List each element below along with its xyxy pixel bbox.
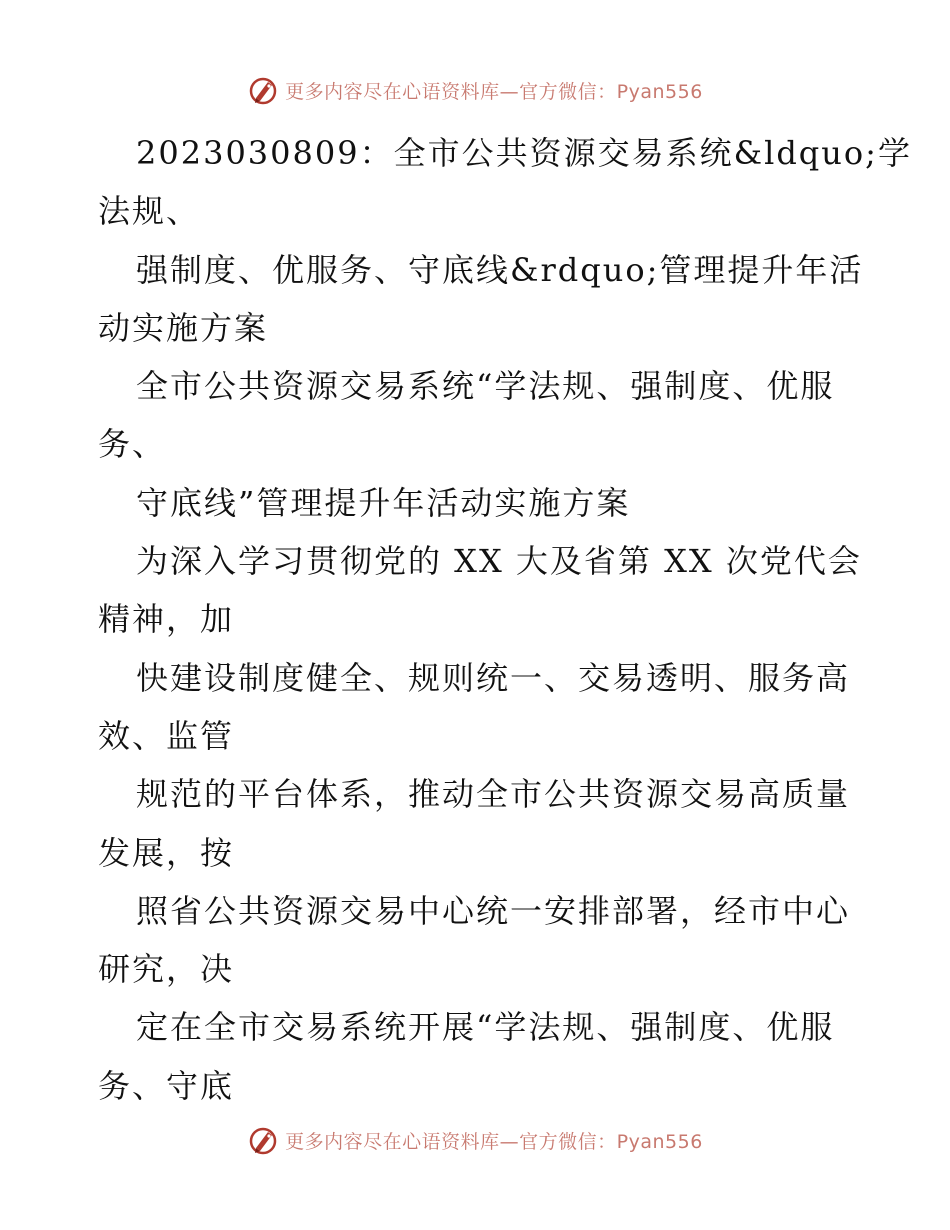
header-banner-text: 更多内容尽在心语资料库—官方微信：Pyan556 [285, 80, 703, 103]
pen-nib-logo-icon [247, 1124, 279, 1156]
pen-nib-logo-icon [247, 74, 279, 106]
text-line: 快建设制度健全、规则统一、交易透明、服务高 [136, 658, 851, 697]
text-line: 全市公共资源交易系统“学法规、强制度、优服 [136, 367, 835, 406]
document-body [98, 124, 912, 1115]
text-line: 2023030809：全市公共资源交易系统&ldquo;学 [136, 134, 912, 172]
text-line: 为深入学习贯彻党的 XX 大及省第 XX 次党代会 [136, 542, 862, 581]
text-line: 研究，决 [98, 950, 235, 989]
text-line: 务、守底 [98, 1066, 235, 1105]
text-line: 务、 [98, 425, 167, 464]
text-line: 精神，加 [98, 600, 235, 639]
text-line: 法规、 [98, 192, 201, 231]
text-line: 强制度、优服务、守底线&rdquo;管理提升年活 [136, 250, 864, 289]
text-line: 效、监管 [98, 716, 235, 755]
text-line: 发展，按 [98, 833, 235, 872]
text-line: 定在全市交易系统开展“学法规、强制度、优服 [136, 1008, 835, 1047]
footer-banner [0, 1120, 950, 1160]
footer-banner-text: 更多内容尽在心语资料库—官方微信：Pyan556 [285, 1130, 703, 1153]
text-line: 动实施方案 [98, 308, 269, 347]
text-line: 照省公共资源交易中心统一安排部署，经市中心 [136, 891, 851, 930]
text-line: 守底线”管理提升年活动实施方案 [136, 483, 631, 522]
header-banner [0, 70, 950, 110]
text-line: 规范的平台体系，推动全市公共资源交易高质量 [136, 775, 851, 814]
